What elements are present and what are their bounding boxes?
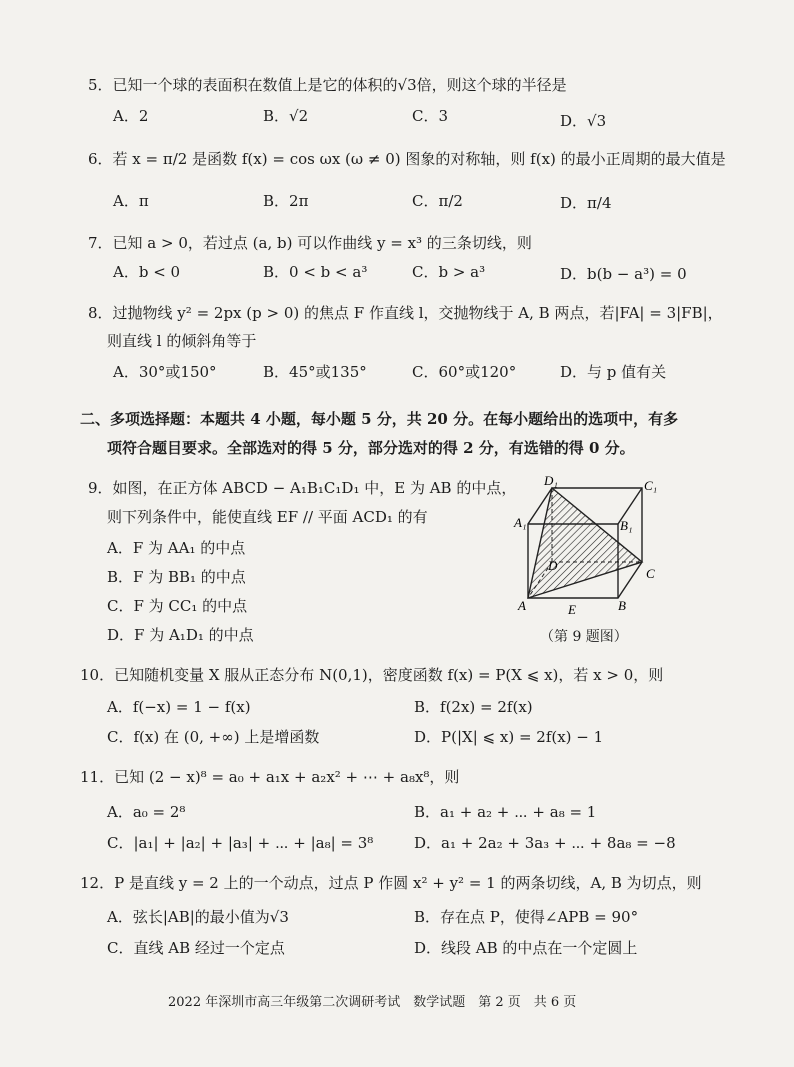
q10-option-d: D．P(|X| ⩽ x) = 2f(x) − 1 <box>414 728 604 746</box>
q12-option-d: D．线段 AB 的中点在一个定圆上 <box>414 939 638 957</box>
cube-figure <box>510 470 670 620</box>
q11-option-c: C．|a₁| + |a₂| + |a₃| + ⋯ + |a₈| = 3⁸ <box>107 834 374 852</box>
q10-option-b: B．f(2x) = 2f(x) <box>414 698 533 716</box>
q5-option-d: D．√3 <box>560 112 607 130</box>
q12-option-c: C．直线 AB 经过一个定点 <box>107 939 285 957</box>
question-9-stem-line1: 9．如图，在正方体 ABCD − A₁B₁C₁D₁ 中，E 为 AB 的中点， <box>88 479 517 497</box>
q8-option-d: D．与 p 值有关 <box>560 363 667 381</box>
label-a1: A₁ <box>514 515 527 530</box>
q7-option-d: D．b(b − a³) = 0 <box>560 265 687 283</box>
question-10-stem: 10．已知随机变量 X 服从正态分布 N(0,1)，密度函数 f(x) = P(X ⩽ x)，若 x > 0，则 <box>80 666 664 684</box>
question-11-stem: 11．已知 (2 − x)⁸ = a₀ + a₁x + a₂x² + ⋯ + a₈x⁸，则 <box>80 768 460 786</box>
q6-option-d: D．π/4 <box>560 194 612 212</box>
question-5-stem: 5．已知一个球的表面积在数值上是它的体积的√3倍，则这个球的半径是 <box>88 76 567 94</box>
question-12-stem: 12．P 是直线 y = 2 上的一个动点，过点 P 作圆 x² + y² = 1 的两条切线，A, B 为切点，则 <box>80 874 702 892</box>
q9-option-d: D．F 为 A₁D₁ 的中点 <box>107 626 254 644</box>
q8-option-b: B．45°或135° <box>263 363 367 381</box>
q12-option-b: B．存在点 P，使得∠APB = 90° <box>414 908 639 926</box>
section-2-heading-line2: 项符合题目要求。全部选对的得 5 分，部分选对的得 2 分，有选错的得 0 分。 <box>107 439 635 457</box>
label-a: A <box>518 598 526 613</box>
label-e: E <box>568 602 576 617</box>
q7-option-c: C．b > a³ <box>412 263 486 281</box>
question-8-stem-line2: 则直线 l 的倾斜角等于 <box>107 332 257 350</box>
plane-acd1 <box>528 488 642 598</box>
figure-9-caption: （第 9 题图） <box>540 629 628 645</box>
question-9-stem-line2: 则下列条件中，能使直线 EF // 平面 ACD₁ 的有 <box>107 508 428 526</box>
q8-option-c: C．60°或120° <box>412 363 517 381</box>
label-c1: C₁ <box>644 478 658 493</box>
q6-option-b: B．2π <box>263 192 309 210</box>
q5-option-a: A．2 <box>113 107 149 125</box>
q9-option-c: C．F 为 CC₁ 的中点 <box>107 597 248 615</box>
label-d: D <box>548 558 558 573</box>
q5-option-c: C．3 <box>412 107 449 125</box>
label-b: B <box>618 598 626 613</box>
q6-option-a: A．π <box>113 192 149 210</box>
q10-option-a: A．f(−x) = 1 − f(x) <box>107 698 251 716</box>
q11-option-b: B．a₁ + a₂ + ⋯ + a₈ = 1 <box>414 803 597 821</box>
q8-option-a: A．30°或150° <box>113 363 217 381</box>
question-6-stem: 6．若 x = π/2 是函数 f(x) = cos ωx (ω ≠ 0) 图象的对称轴，则 f(x) 的最小正周期的最大值是 <box>88 150 726 168</box>
q6-option-c: C．π/2 <box>412 192 463 210</box>
q10-option-c: C．f(x) 在 (0, +∞) 上是增函数 <box>107 728 320 746</box>
question-7-stem: 7．已知 a > 0，若过点 (a, b) 可以作曲线 y = x³ 的三条切线，则 <box>88 234 532 252</box>
q7-option-a: A．b < 0 <box>113 263 181 281</box>
label-c: C <box>646 566 655 581</box>
page-footer: 2022 年深圳市高三年级第二次调研考试 数学试题 第 2 页 共 6 页 <box>168 995 577 1010</box>
q11-option-a: A．a₀ = 2⁸ <box>107 803 186 821</box>
q9-option-a: A．F 为 AA₁ 的中点 <box>107 539 246 557</box>
label-d1: D₁ <box>544 473 558 488</box>
q9-option-b: B．F 为 BB₁ 的中点 <box>107 568 246 586</box>
label-b1: B₁ <box>620 518 633 533</box>
question-8-stem-line1: 8．过抛物线 y² = 2px (p > 0) 的焦点 F 作直线 l，交抛物线于 A, B 两点，若|FA| = 3|FB|， <box>88 304 723 322</box>
q5-option-b: B．√2 <box>263 107 309 125</box>
q12-option-a: A．弦长|AB|的最小值为√3 <box>107 908 289 926</box>
section-2-heading-line1: 二、多项选择题：本题共 4 小题，每小题 5 分，共 20 分。在每小题给出的选项中，有多 <box>80 410 679 428</box>
q11-option-d: D．a₁ + 2a₂ + 3a₃ + ⋯ + 8a₈ = −8 <box>414 834 676 852</box>
q7-option-b: B．0 < b < a³ <box>263 263 368 281</box>
